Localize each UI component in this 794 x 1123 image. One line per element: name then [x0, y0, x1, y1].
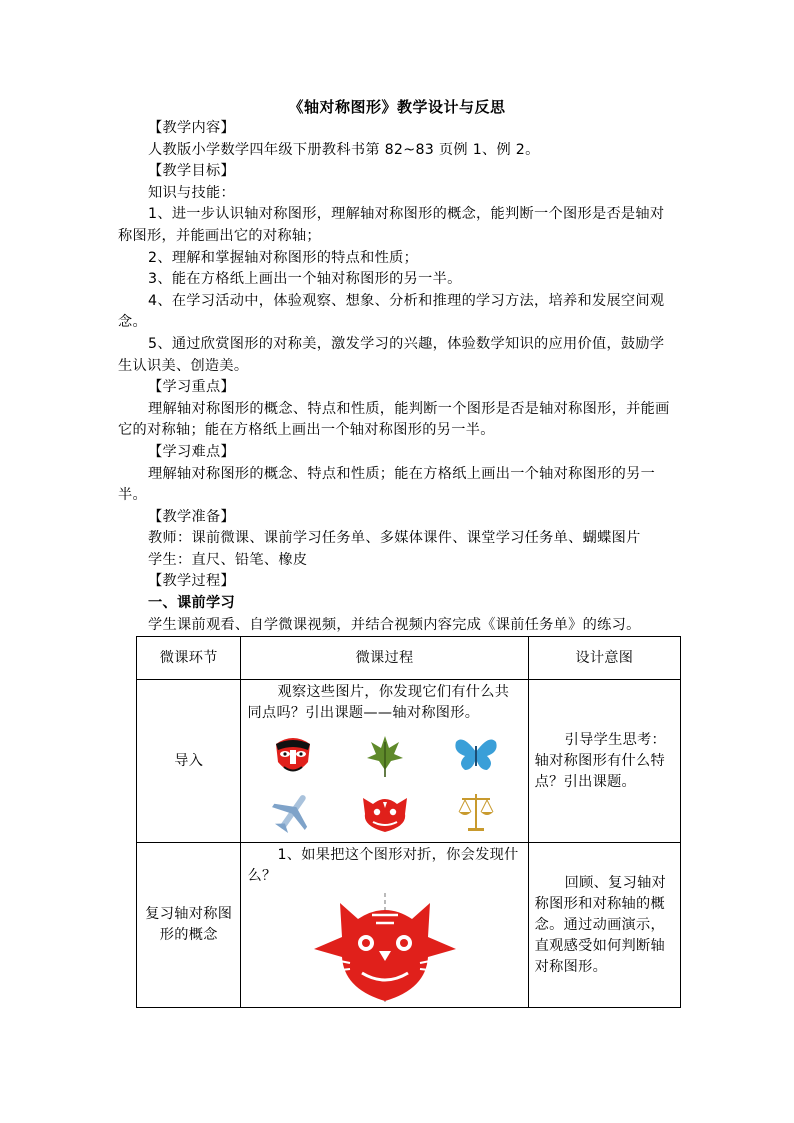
header-stage: 微课环节	[137, 637, 241, 680]
opera-mask-icon	[272, 734, 314, 778]
process-heading: 【教学过程】	[148, 573, 235, 590]
process-text: 观察这些图片，你发现它们有什么共同点吗？引出课题——轴对称图形。	[247, 684, 510, 721]
balance-scale-icon	[456, 790, 496, 834]
header-intent: 设计意图	[528, 637, 680, 680]
table-row	[137, 680, 681, 843]
goal-item: 1、进一步认识轴对称图形，理解轴对称图形的概念，能判断一个图形是否是轴对称图形，并能画出它的对称轴；	[118, 206, 665, 244]
goals-heading: 【教学目标】	[148, 163, 235, 180]
tiger-papercut-icon	[359, 790, 411, 834]
symmetric-images	[247, 734, 521, 834]
airplane-icon	[271, 790, 315, 834]
leaf-icon	[365, 734, 405, 778]
process-text: 1、如果把这个图形对折，你会发现什么？	[247, 847, 519, 884]
difficulty-heading: 【学习难点】	[148, 443, 235, 460]
content-text: 人教版小学数学四年级下册教科书第 82~83 页例 1、例 2。	[148, 141, 540, 158]
goals-subheading: 知识与技能：	[148, 184, 235, 201]
prep-heading: 【教学准备】	[148, 508, 235, 525]
microlesson-table	[136, 636, 681, 1008]
table-row	[137, 843, 681, 1008]
process-cell	[241, 680, 528, 843]
key-heading: 【学习重点】	[148, 379, 235, 396]
goal-item: 3、能在方格纸上画出一个轴对称图形的另一半。	[148, 271, 462, 288]
step1-text: 学生课前观看、自学微课视频，并结合视频内容完成《课前任务单》的练习。	[148, 616, 641, 633]
process-cell	[241, 843, 528, 1008]
step1-heading: 一、课前学习	[148, 595, 235, 612]
document-title: 《轴对称图形》教学设计与反思	[288, 98, 506, 116]
key-text: 理解轴对称图形的概念、特点和性质，能判断一个图形是否是轴对称图形，并能画它的对称轴；能在方格纸上画出一个轴对称图形的另一半。	[118, 400, 670, 439]
goal-item: 2、理解和掌握轴对称图形的特点和性质；	[148, 249, 419, 266]
tiger-papercut-container	[247, 893, 521, 1005]
stage-cell: 复习轴对称图形的概念	[137, 843, 241, 1008]
goal-item: 5、通过欣赏图形的对称美，激发学习的兴趣，体验数学知识的应用价值，鼓励学生认识美、创造美。	[118, 335, 665, 374]
intent-cell: 引导学生思考：轴对称图形有什么特点？引出课题。	[528, 680, 680, 843]
difficulty-text: 理解轴对称图形的概念、特点和性质；能在方格纸上画出一个轴对称图形的另一半。	[118, 465, 656, 504]
butterfly-icon	[453, 734, 499, 774]
prep-student: 学生：直尺、铅笔、橡皮	[148, 551, 308, 568]
header-process: 微课过程	[241, 637, 528, 680]
tiger-papercut-large-icon	[310, 893, 460, 1005]
goal-item: 4、在学习活动中，体验观察、想象、分析和推理的学习方法，培养和发展空间观念。	[118, 292, 665, 331]
table-header-row	[137, 637, 681, 680]
content-heading: 【教学内容】	[148, 120, 235, 136]
stage-cell: 导入	[137, 680, 241, 843]
prep-teacher: 教师：课前微课、课前学习任务单、多媒体课件、课堂学习任务单、蝴蝶图片	[148, 530, 641, 547]
intent-cell: 回顾、复习轴对称图形和对称轴的概念。通过动画演示，直观感受如何判断轴对称图形。	[528, 843, 680, 1008]
document-body	[118, 118, 678, 636]
